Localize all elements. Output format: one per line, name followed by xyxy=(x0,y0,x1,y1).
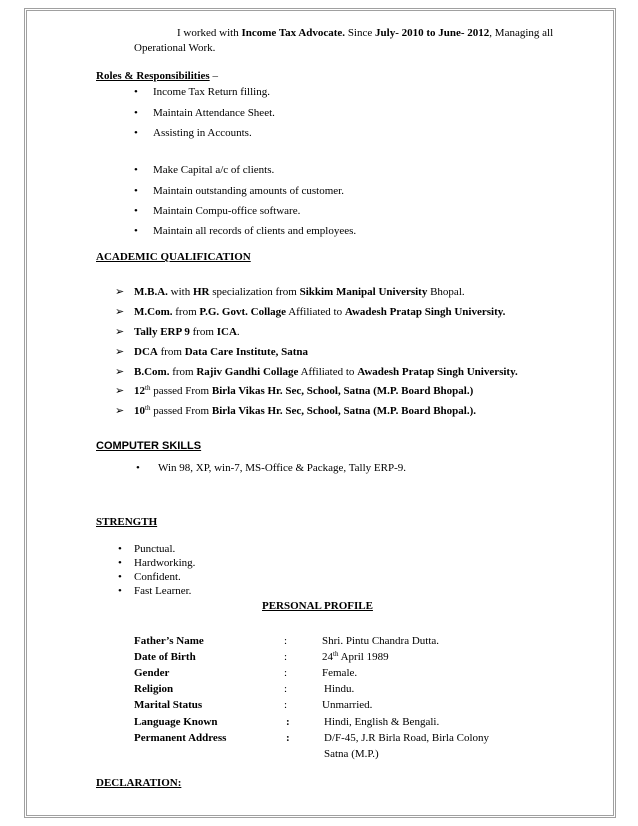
bullet-icon: • xyxy=(134,86,138,98)
academic-item-part: th xyxy=(145,384,151,392)
profile-value: Hindi, English & Bengali. xyxy=(324,716,440,728)
profile-label: Language Known xyxy=(134,716,218,728)
profile-value: Shri. Pintu Chandra Dutta. xyxy=(322,635,440,647)
arrow-bullet-icon: ➢ xyxy=(115,306,125,318)
profile-label: Religion xyxy=(134,683,174,695)
personal-profile-heading: PERSONAL PROFILE xyxy=(262,600,373,612)
profile-value-part: April 1989 xyxy=(338,651,389,663)
academic-item-part: M.Com. xyxy=(134,306,173,318)
profile-value-part: 24 xyxy=(322,651,333,663)
academic-item-part: from xyxy=(172,306,200,318)
strength-item: Confident. xyxy=(134,571,181,583)
profile-separator: : xyxy=(284,635,288,647)
academic-item-part: Sikkim Manipal University xyxy=(299,286,428,298)
profile-value: D/F-45, J.R Birla Road, Birla Colony xyxy=(324,732,489,744)
profile-value: Hindu. xyxy=(324,683,355,695)
bullet-icon: • xyxy=(136,462,140,474)
address-line-2: Satna (M.P.) xyxy=(324,748,379,760)
profile-value: Unmarried. xyxy=(322,699,373,711)
academic-item-part: M.B.A. xyxy=(134,286,168,298)
profile-separator: : xyxy=(284,699,288,711)
strength-item: Punctual. xyxy=(134,543,176,555)
roles-item: Income Tax Return filling. xyxy=(153,86,270,98)
strength-item: Fast Learner. xyxy=(134,585,192,597)
profile-separator: : xyxy=(284,651,288,663)
academic-item-part: from xyxy=(157,346,185,358)
arrow-bullet-icon: ➢ xyxy=(115,286,125,298)
computer-skills-item: Win 98, XP, win-7, MS-Office & Package, Tally ERP-9. xyxy=(158,462,406,474)
roles-item: Assisting in Accounts. xyxy=(153,127,252,139)
academic-item xyxy=(134,385,473,398)
academic-item-part: Awadesh Pratap Singh University. xyxy=(357,366,518,378)
bullet-icon: • xyxy=(118,585,122,597)
intro-text: , Managing all xyxy=(489,27,554,39)
academic-item-part: ICA xyxy=(216,326,237,338)
academic-item-part: . xyxy=(236,326,240,338)
academic-item xyxy=(134,306,505,319)
arrow-bullet-icon: ➢ xyxy=(115,366,125,378)
bullet-icon: • xyxy=(118,571,122,583)
arrow-bullet-icon: ➢ xyxy=(115,405,125,417)
profile-label: Gender xyxy=(134,667,170,679)
academic-item-part: Data Care Institute, Satna xyxy=(184,346,308,358)
profile-label: Permanent Address xyxy=(134,732,227,744)
academic-item-part: Birla Vikas Hr. Sec, School, Satna (M.P. Board Bhopal.) xyxy=(211,385,474,397)
arrow-bullet-icon: ➢ xyxy=(115,326,125,338)
academic-item-part: Affiliated to xyxy=(286,306,345,318)
profile-separator: : xyxy=(284,667,288,679)
strength-item: Hardworking. xyxy=(134,557,196,569)
academic-item-part: specialization from xyxy=(209,286,300,298)
profile-separator: : xyxy=(284,683,288,695)
academic-item-part: Bhopal. xyxy=(427,286,465,298)
roles-item: Maintain outstanding amounts of customer. xyxy=(153,185,344,197)
bullet-icon: • xyxy=(134,185,138,197)
bullet-icon: • xyxy=(118,557,122,569)
arrow-bullet-icon: ➢ xyxy=(115,385,125,397)
academic-item-part: 10 xyxy=(134,405,145,417)
profile-separator: : xyxy=(286,716,290,728)
academic-item-part: P.G. Govt. Collage xyxy=(199,306,287,318)
academic-item-part: Rajiv Gandhi Collage xyxy=(196,366,299,378)
academic-item-part: th xyxy=(145,404,151,412)
roles-item: Make Capital a/c of clients. xyxy=(153,164,275,176)
roles-item: Maintain all records of clients and employees. xyxy=(153,225,357,237)
academic-heading: ACADEMIC QUALIFICATION xyxy=(96,251,251,263)
academic-item-part: 12 xyxy=(134,385,145,397)
roles-item: Maintain Attendance Sheet. xyxy=(153,107,275,119)
profile-value-part: th xyxy=(333,650,339,658)
profile-label: Date of Birth xyxy=(134,651,196,663)
academic-item xyxy=(134,405,476,418)
bullet-icon: • xyxy=(134,164,138,176)
intro-line-2: Operational Work. xyxy=(134,42,216,54)
profile-separator: : xyxy=(286,732,290,744)
academic-item-part: Birla Vikas Hr. Sec, School, Satna (M.P. Board Bhopal.). xyxy=(211,405,477,417)
bullet-icon: • xyxy=(134,205,138,217)
academic-item xyxy=(134,346,308,359)
roles-heading-suffix: – xyxy=(209,70,218,82)
academic-item-part: Affiliated to xyxy=(298,366,358,378)
profile-label: Marital Status xyxy=(134,699,203,711)
academic-item-part: with xyxy=(167,286,193,298)
bullet-icon: • xyxy=(118,543,122,555)
academic-item-part: passed From xyxy=(150,405,212,417)
intro-text: Since xyxy=(345,27,376,39)
roles-item: Maintain Compu-office software. xyxy=(153,205,301,217)
academic-item-part: Awadesh Pratap Singh University. xyxy=(344,306,506,318)
academic-item-part: DCA xyxy=(134,346,158,358)
intro-period: July- 2010 to June- 2012 xyxy=(375,27,490,39)
bullet-icon: • xyxy=(134,127,138,139)
computer-skills-heading: COMPUTER SKILLS xyxy=(96,440,202,452)
academic-item xyxy=(134,366,518,379)
declaration-heading: DECLARATION: xyxy=(96,777,182,789)
roles-heading-text: Roles & Responsibilities xyxy=(96,70,210,82)
arrow-bullet-icon: ➢ xyxy=(115,346,125,358)
academic-item-part: Tally ERP 9 xyxy=(134,326,190,338)
academic-item-part: passed From xyxy=(150,385,212,397)
profile-value xyxy=(322,651,389,664)
intro-text: I worked with xyxy=(177,27,242,39)
academic-item-part: from xyxy=(169,366,197,378)
roles-heading xyxy=(96,70,218,83)
academic-item-part: HR xyxy=(192,286,210,298)
bullet-icon: • xyxy=(134,225,138,237)
academic-item-part: from xyxy=(189,326,217,338)
intro-line-1 xyxy=(177,27,553,40)
intro-employer: Income Tax Advocate. xyxy=(241,27,346,39)
strength-heading: STRENGTH xyxy=(96,516,158,528)
academic-item xyxy=(134,286,465,299)
profile-value: Female. xyxy=(322,667,358,679)
academic-item xyxy=(134,326,240,339)
academic-item-part: B.Com. xyxy=(134,366,170,378)
bullet-icon: • xyxy=(134,107,138,119)
profile-label: Father’s Name xyxy=(134,635,204,647)
